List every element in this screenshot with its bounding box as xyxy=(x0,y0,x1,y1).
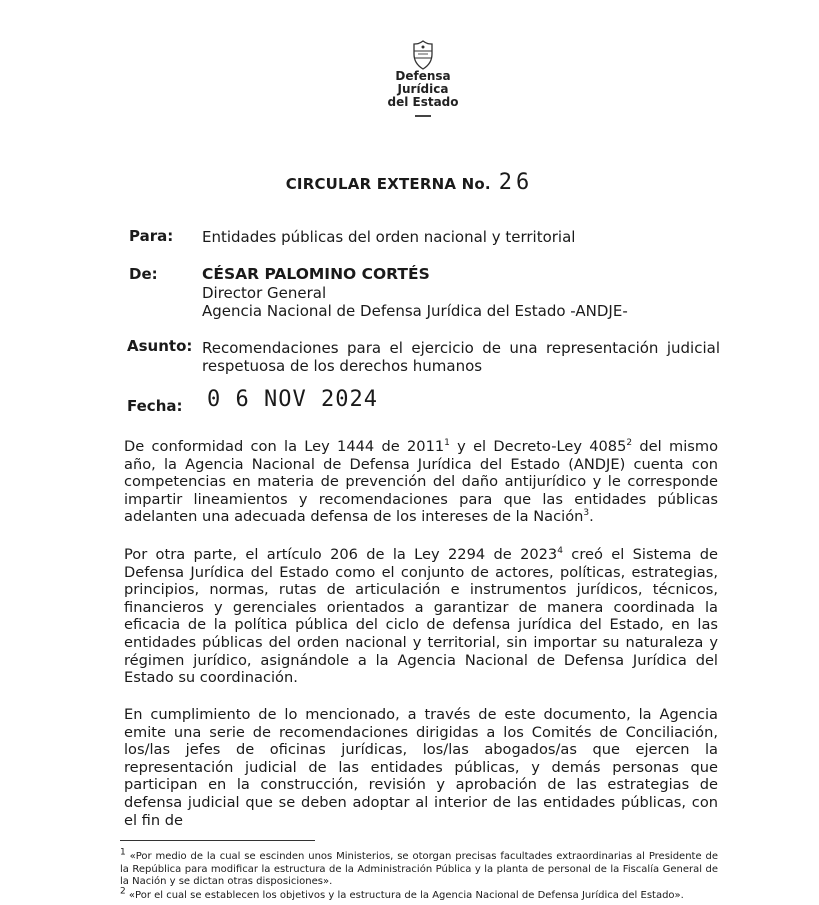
footnote-2-number: 2 xyxy=(120,886,126,897)
body-paragraph-1: De conformidad con la Ley 1444 de 2011$^1$ y el Decreto-Ley 4085$^2$ del mismo año, la Agencia Nacional de Defensa Jurídica del Estado (ANDJE) cuenta con competencias en materia de prevención del daño antijurídico y le corresponde impartir lineamientos y recomendaciones para que las entidades públicas adelanten una adecuada defensa de los intereses de la Nación$^3$. xyxy=(124,438,718,526)
para-value: Entidades públicas del orden nacional y territorial xyxy=(202,228,576,246)
de-label: De: xyxy=(129,265,158,283)
logo-line-1: Defensa Jurídica xyxy=(395,69,451,96)
asunto-line-1: Recomendaciones para el ejercicio de una representación judicial xyxy=(202,339,720,357)
coat-of-arms-icon xyxy=(410,40,436,70)
footnote-1-text: «Por medio de la cual se escinden unos Ministerios, se otorgan precisas facultades extraordinarias al Presidente de la República para modificar la estructura de la Administración Pública y la planta de personal de la Fiscalía General de la Nación y se dictan otras disposiciones». xyxy=(120,851,718,887)
circular-title-text: CIRCULAR EXTERNA No. xyxy=(285,175,491,193)
footnote-1-number: 1 xyxy=(120,847,126,858)
footnote-ref-3: 3 xyxy=(583,508,590,519)
para-label: Para: xyxy=(129,227,174,245)
body-paragraph-3: En cumplimiento de lo mencionado, a través de este documento, la Agencia emite una serie de recomendaciones dirigidas a los Comités de Conciliación, los/las jefes de oficinas jurídicas, los/las abogados/as que ejercen la representación judicial de las entidades públicas, y demás personas que participan en la construcción, revisión y aprobación de las estrategias de defensa judicial que se deben adoptar al interior de las entidades públicas, con el fin de xyxy=(124,706,718,829)
footnote-2-text: «Por el cual se establecen los objetivos y la estructura de la Agencia Nacional de Defensa Jurídica del Estado». xyxy=(125,890,684,901)
circular-number: 26 xyxy=(498,170,534,195)
fecha-label: Fecha: xyxy=(127,397,183,415)
logo-line-2: del Estado xyxy=(387,95,459,109)
footnote-2 xyxy=(120,886,718,903)
logo-divider xyxy=(415,115,431,117)
sender-role: Director General xyxy=(202,284,327,302)
sender-name: CÉSAR PALOMINO CORTÉS xyxy=(202,265,430,283)
footnote-ref-2: 2 xyxy=(626,438,633,449)
body-paragraph-2: Por otra parte, el artículo 206 de la Ley 2294 de 2023$^4$ creó el Sistema de Defensa Jurídica del Estado como el conjunto de actores, políticas, estrategias, principios, normas, rutas de articulación e instrumentos jurídicos, técnicos, financieros y gerenciales orientados a garantizar de manera coordinada la eficacia de la política pública del ciclo de defensa jurídica del Estado, en las entidades públicas del orden nacional y territorial, sin importar su naturaleza y régimen jurídico, asignándole a la Agencia Nacional de Defensa Jurídica del Estado su coordinación. xyxy=(124,546,718,687)
footnote-divider xyxy=(120,840,315,841)
footnote-1 xyxy=(120,847,718,889)
sender-agency: Agencia Nacional de Defensa Jurídica del Estado -ANDJE- xyxy=(202,302,628,320)
asunto-label: Asunto: xyxy=(127,337,193,355)
circular-title xyxy=(0,170,819,195)
footnote-ref-1: 1 xyxy=(444,438,450,449)
footnote-ref-4: 4 xyxy=(557,546,563,557)
fecha-stamp: 0 6 NOV 2024 xyxy=(207,387,378,412)
asunto-line-2: respetuosa de los derechos humanos xyxy=(202,357,483,375)
agency-logo xyxy=(368,40,478,117)
